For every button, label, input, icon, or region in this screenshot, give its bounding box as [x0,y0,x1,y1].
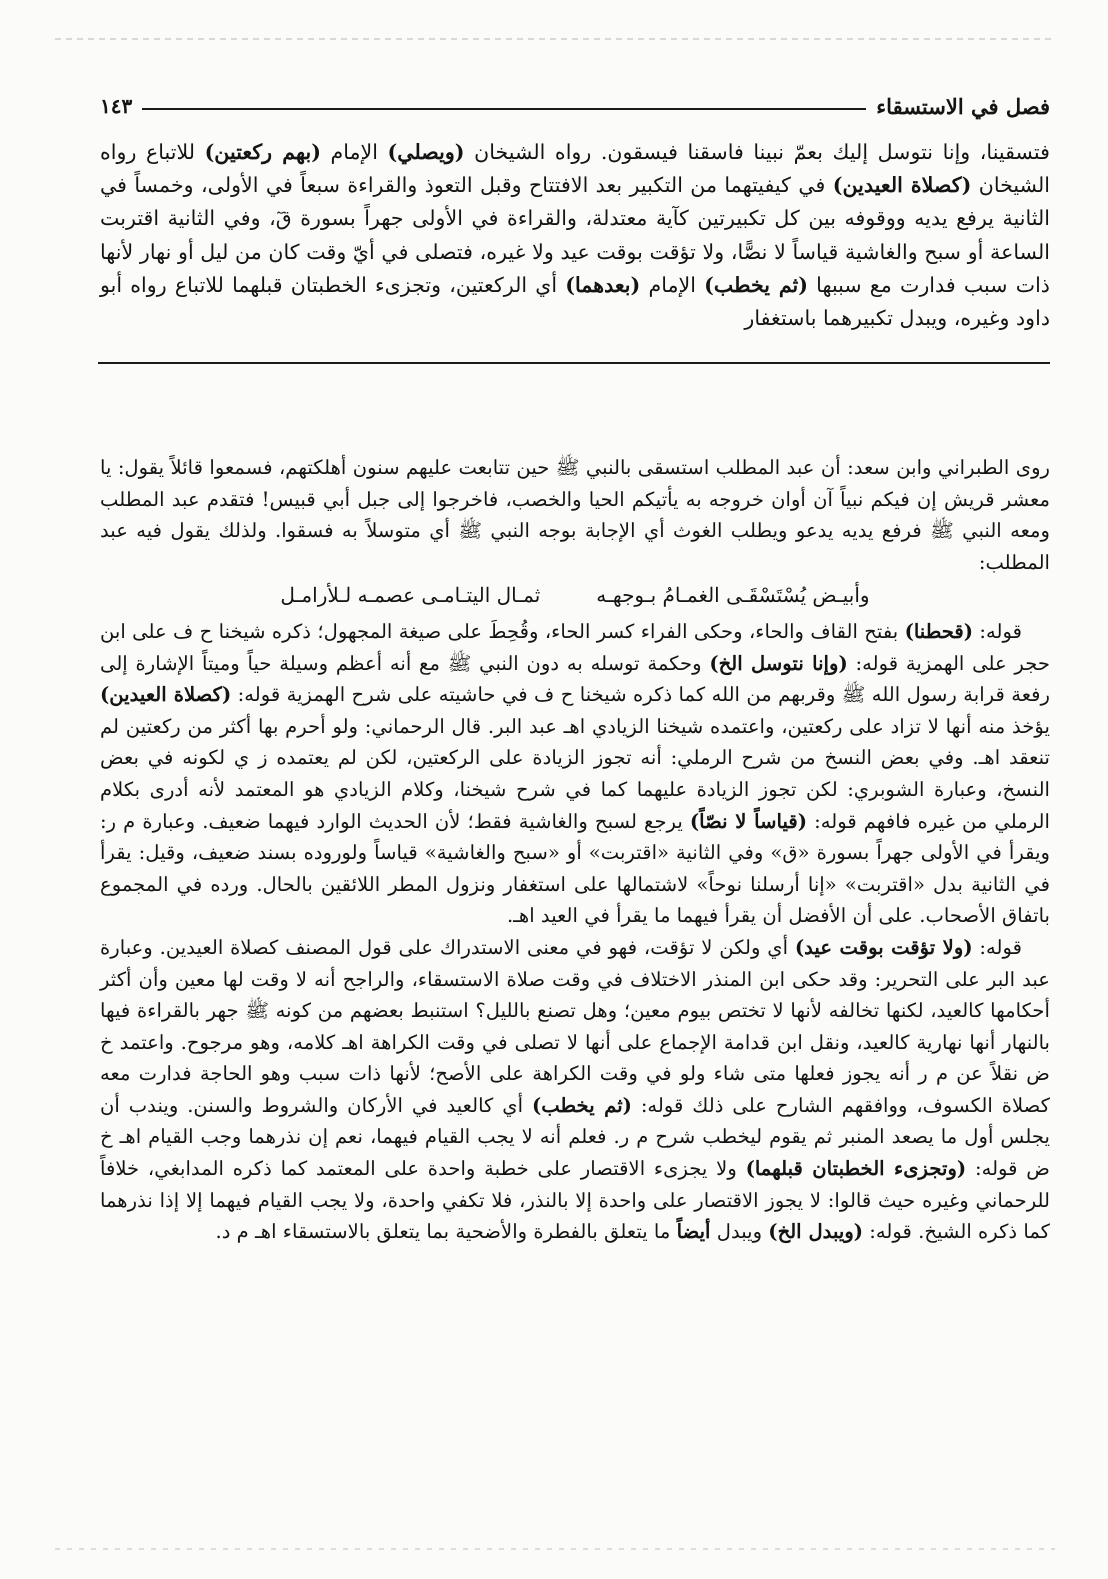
quoted-phrase: (ثم يخطب) [531,1093,632,1117]
quoted-phrase: (وتجزىء الخطبتان قبلهما) [745,1157,967,1181]
text-run: قوله: [973,619,1022,643]
section-divider [98,362,1050,364]
text-run: فتسقينا، وإنا نتوسل إليك بعمّ نبينا فاسقنا فيسقون. رواه الشيخان [464,140,1050,164]
text-run: أي ولكن لا تؤقت، فهو في معنى الاستدراك على قول المصنف كصلاة العيدين. وعبارة عبد البر على التحرير: وقد حكى ابن المنذر الاختلاف في وقت صلاة الاستسقاء، والراجح أنه لا وقت لها معين وأن أكثر أحكامها كالعيد، لكنها تخالفه لأنها لا تختص بيوم معين؛ وهل تصنع بالليل؟ استنبط بعضهم من كونه ﷺ جهر بالقراءة فيها بالنهار أنها نهارية كالعيد، ونقل ابن قدامة الإجماع على أنها لا تصلى في وقت الكراهة اهـ كلامه، وهو مرجوح. واعتمد خ ض نقلاً عن م ر أنه يجوز فعلها متى شاء ولو في وقت الكراهة على الأصح؛ لأنها ذات سبب وهو الحاجة فدارت معه كصلاة الكسوف، ووافقهم الشارح على ذلك قوله: [100,935,1050,1117]
text-run: الإمام [320,140,388,164]
text-run: ما يتعلق بالفطرة والأضحية بما يتعلق بالاستسقاء اهـ م د. [215,1220,677,1244]
matn-phrase: (ثم يخطب) [704,272,809,297]
text-run: ويبدل [710,1220,769,1244]
text-run: بفتح القاف والحاء، وحكى الفراء كسر الحاء، وقُحِطَ على صيغة المجهول؛ ذكره شيخنا ح ف على ابن حجر على الهمزية قوله: [100,619,1050,675]
note-paragraph-1: روى الطبراني وابن سعد: أن عبد المطلب استسقى بالنبي ﷺ حين تتابعت عليهم سنون أهلكتهم، فسمعوا قائلاً يقول: يا معشر قريش إن فيكم نبياً آن أوان خروجه به يأتيكم الحيا والخصب، فاخرجوا إلى جبل أبي قبيس! فتقدم عبد المطلب ومعه النبي ﷺ فرفع يديه يدعو ويطلب الغوث أي الإجابة بوجه النبي ﷺ أي متوسلاً به فسقوا. ولذلك يقول فيه عبد المطلب: [100,456,1050,574]
quoted-phrase: (ويبدل الخ) [768,1220,864,1244]
scan-edge-top [55,38,1055,40]
text-run: في كيفيتهما من التكبير بعد الافتتاح وقبل التعوذ والقراءة سبعاً في الأولى، وخمساً في الثانية يرفع يديه ووقوفه بين كل تكبيرتين كآية معتدلة، والقراءة في الأولى جهراً بسورة قٓ، وفي الثانية اقتربت الساعة أو سبح والغاشية قياساً لا نصًّا، ولا تؤقت بوقت عيد ولا غيره، فتصلى في أيّ وقت كان من ليل أو نهار لأنها ذات سبب فدارت مع سببها [100,173,1050,297]
text-run: الإمام [640,272,705,297]
main-text [100,136,1050,335]
text-run: وحكمة توسله به دون النبي ﷺ مع أنه أعظم وسيلة حياً وميتاً الإشارة إلى رفعة قرابة رسول الله ﷺ وقربهم من الله كما ذكره شيخنا ح ف في حاشيته على شرح الهمزية قوله: [100,651,1051,707]
poetry-verse [100,580,1050,612]
quoted-phrase: (كصلاة العيدين) [100,683,232,707]
matn-phrase: (بعدهما) [565,272,641,297]
scan-edge-bottom [55,1548,1055,1550]
note-paragraph-3 [100,932,1050,1248]
quoted-phrase: (ولا تؤقت بوقت عيد) [794,935,973,959]
quoted-phrase: (وإنا نتوسل الخ) [709,651,848,675]
book-page [60,60,1050,1550]
matn-phrase: (بهم ركعتين) [204,140,321,164]
verse-second-hemistich: ثمـال اليتـامـى عصمـه لـلأرامـل [280,583,541,608]
quoted-phrase: (قحطنا) [904,619,974,643]
header-rule [142,108,866,110]
verse-first-hemistich: وأبيـض يُسْتَسْقَـى الغمـامُ بـوجهـه [596,583,870,608]
text-run: ولا يجزىء الاقتصار على خطبة واحدة على المعتمد كما ذكره المدابغي، خلافاً للرحماني وغيره حيث قالوا: لا يجوز الاقتصار على واحدة إلا بالنذر، فلا تكفي واحدة، ولا يجب القيام فيهما إلا إذا نذرهما كما ذكره الشيخ. قوله: [100,1157,1050,1244]
matn-phrase: (ويصلي) [387,140,465,164]
text-run: أي الركعتين، وتجزىء الخطبتان قبلهما للاتباع رواه أبو داود وغيره، ويبدل تكبيرهما باستغفار [100,272,1050,331]
page-number: ١٤٣ [100,94,133,118]
commentary-notes [100,452,1050,1248]
emphasis-word: أيضاً [676,1220,711,1244]
quoted-phrase: (قياساً لا نصّاً) [689,809,808,833]
chapter-title: فصل في الاستسقاء [876,93,1050,119]
text-run: قوله: [972,935,1022,959]
note-paragraph-2 [100,616,1050,932]
main-paragraph [100,136,1050,335]
text-run: يؤخذ منه أنها لا تزاد على ركعتين، واعتمده شيخنا الزيادي اهـ عبد البر. قال الرحماني: ولو أحرم بها أكثر من ركعتين لم تنعقد اهـ. وفي بعض النسخ من شرح الرملي: أنه تجوز الزيادة على الركعتين، لكن لم يعتمده ز ي لكونه في بعض النسخ، وعبارة الشوبري: لكن تجوز الزيادة عليهما كما في شرح شيخنا، وكلام الزيادي هو المعتمد لأنه أدرى بكلام الرملي من غيره فافهم قوله: [100,714,1050,833]
text-run: للاتباع رواه الشيخان [100,140,1051,198]
running-header [100,90,1050,122]
text-run: أي كالعيد في الأركان والشروط والسنن. ويندب أن يجلس أول ما يصعد المنبر ثم يقوم ليخطب شرح م ر. فعلم أنه لا يجب القيام فيهما، نعم إن نذرهما وجب القيام اهـ خ ض قوله: [100,1093,1050,1181]
text-run: يرجع لسبح والغاشية فقط؛ لأن الحديث الوارد فيهما ضعيف. وعبارة م ر: ويقرأ في الأولى جهراً بسورة «ق» وفي الثانية «اقتربت» أو «سبح والغاشية» قياساً ولوروده بسند ضعيف، وقيل: يقرأ في الثانية بدل «اقتربت» «إنا أرسلنا نوحاً» لاشتمالها على استغفار ونزول المطر اللائقين بالحال. ورده في المجموع باتفاق الأصحاب. على أن الأفضل أن يقرأ فيهما ما يقرأ في العيد اهـ. [100,809,1050,928]
matn-phrase: (كصلاة العيدين) [832,173,972,198]
